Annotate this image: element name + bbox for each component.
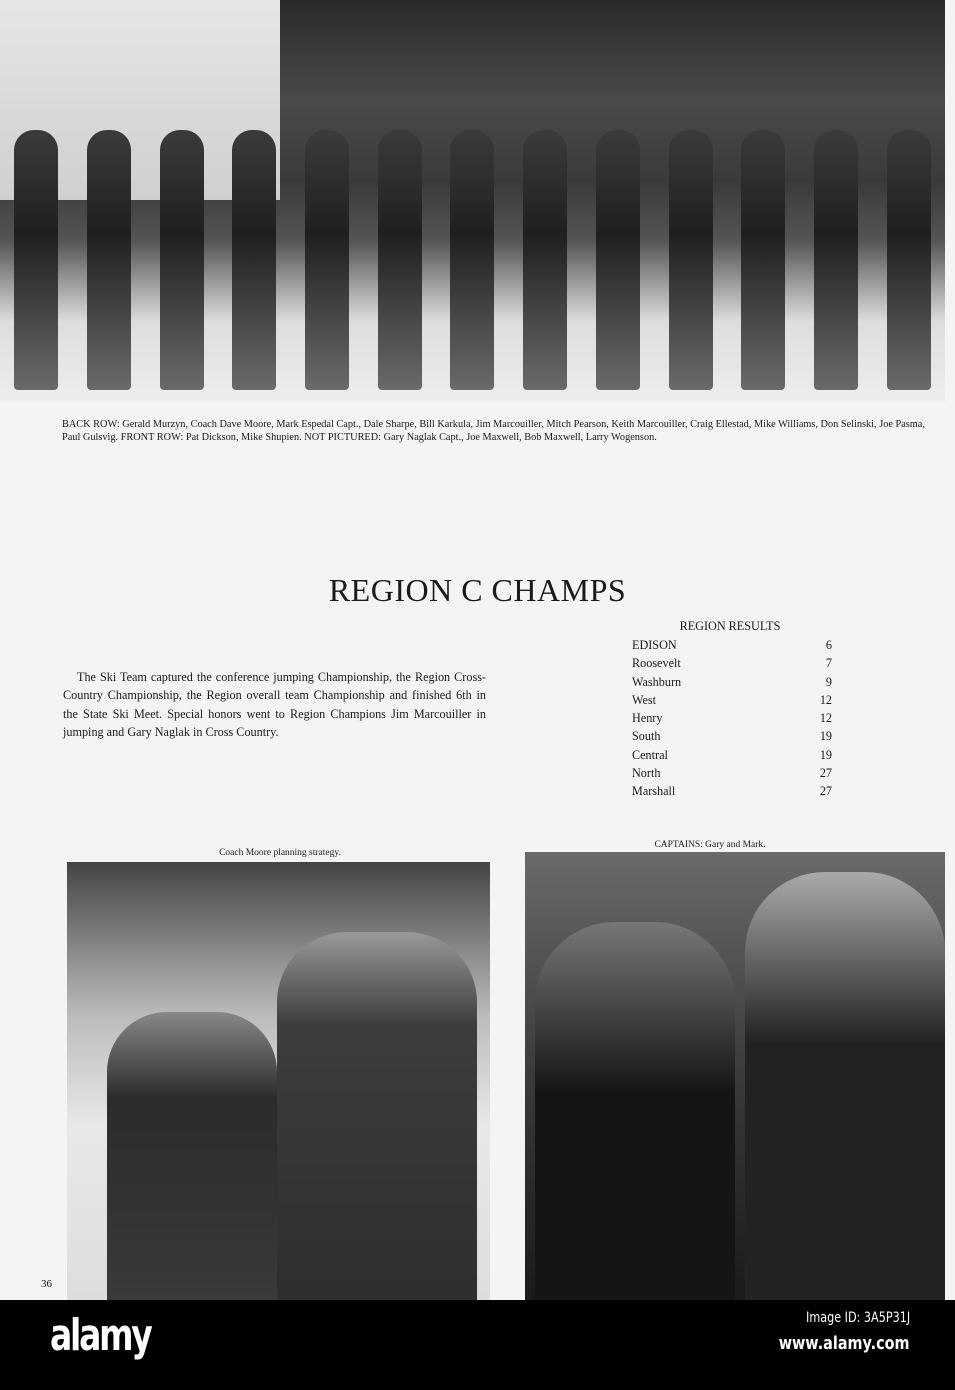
- team-score: 12: [819, 711, 832, 726]
- page-title: REGION C CHAMPS: [328, 572, 627, 608]
- team-score: 6: [825, 638, 832, 652]
- team-score: 27: [819, 766, 832, 781]
- results-row: [632, 654, 832, 672]
- team-name: Roosevelt: [632, 656, 681, 671]
- region-results-table: [632, 619, 832, 801]
- team-photo-caption: BACK ROW: Gerald Murzyn, Coach Dave Moore, Mark Espedal Capt., Dale Sharpe, Bill Karkula, Jim Marcouiller, Mitch Pearson, Keith Marcouiller, Craig Ellestad, Mike Williams, Don Selinski, Joe Pasma, Paul Gulsvig. FRONT ROW: Pat Dickson, Mike Shupien. NOT PICTURED: Gary Naglak Capt., Joe Maxwell, Bob Maxwell, Larry Wogenson.: [62, 419, 925, 443]
- team-name: EDISON: [632, 638, 677, 652]
- page-number: 36: [41, 1278, 52, 1290]
- team-score: 12: [819, 692, 832, 707]
- results-row: [632, 727, 832, 745]
- results-row: [632, 673, 832, 691]
- team-name: Washburn: [632, 674, 682, 689]
- alamy-logo: alamy: [50, 1310, 151, 1361]
- team-name: North: [632, 766, 661, 781]
- captains-photo-caption: CAPTAINS: Gary and Mark.: [654, 840, 766, 850]
- results-row: [632, 782, 832, 800]
- coach-photo: [67, 862, 490, 1300]
- watermark-banner: [0, 1300, 955, 1390]
- results-header: REGION RESULTS: [679, 619, 781, 633]
- team-name: Henry: [632, 711, 663, 726]
- team-score: 27: [819, 784, 832, 799]
- team-score: 19: [819, 729, 832, 744]
- results-row: [632, 636, 832, 654]
- site-url: www.alamy.com: [779, 1333, 910, 1354]
- results-row: [632, 709, 832, 727]
- results-row: [632, 764, 832, 782]
- results-row: [632, 691, 832, 709]
- image-id: Image ID: 3A5P31J: [805, 1310, 910, 1326]
- team-photo: [0, 0, 945, 402]
- body-paragraph: The Ski Team captured the conference jumping Championship, the Region Cross-Country Championship, the Region overall team Championship and finished 6th in the State Ski Meet. Special honors went to Region Champions Jim Marcouiller in jumping and Gary Naglak in Cross Country.: [63, 670, 486, 739]
- team-name: West: [632, 692, 657, 707]
- team-score: 7: [825, 656, 832, 671]
- team-name: Central: [632, 747, 668, 762]
- team-score: 9: [825, 674, 832, 689]
- team-name: Marshall: [632, 784, 676, 799]
- team-name: South: [632, 729, 661, 744]
- captains-photo: [525, 852, 945, 1300]
- results-row: [632, 746, 832, 764]
- coach-photo-caption: Coach Moore planning strategy.: [219, 848, 341, 858]
- team-members: [0, 110, 945, 390]
- team-score: 19: [819, 747, 832, 762]
